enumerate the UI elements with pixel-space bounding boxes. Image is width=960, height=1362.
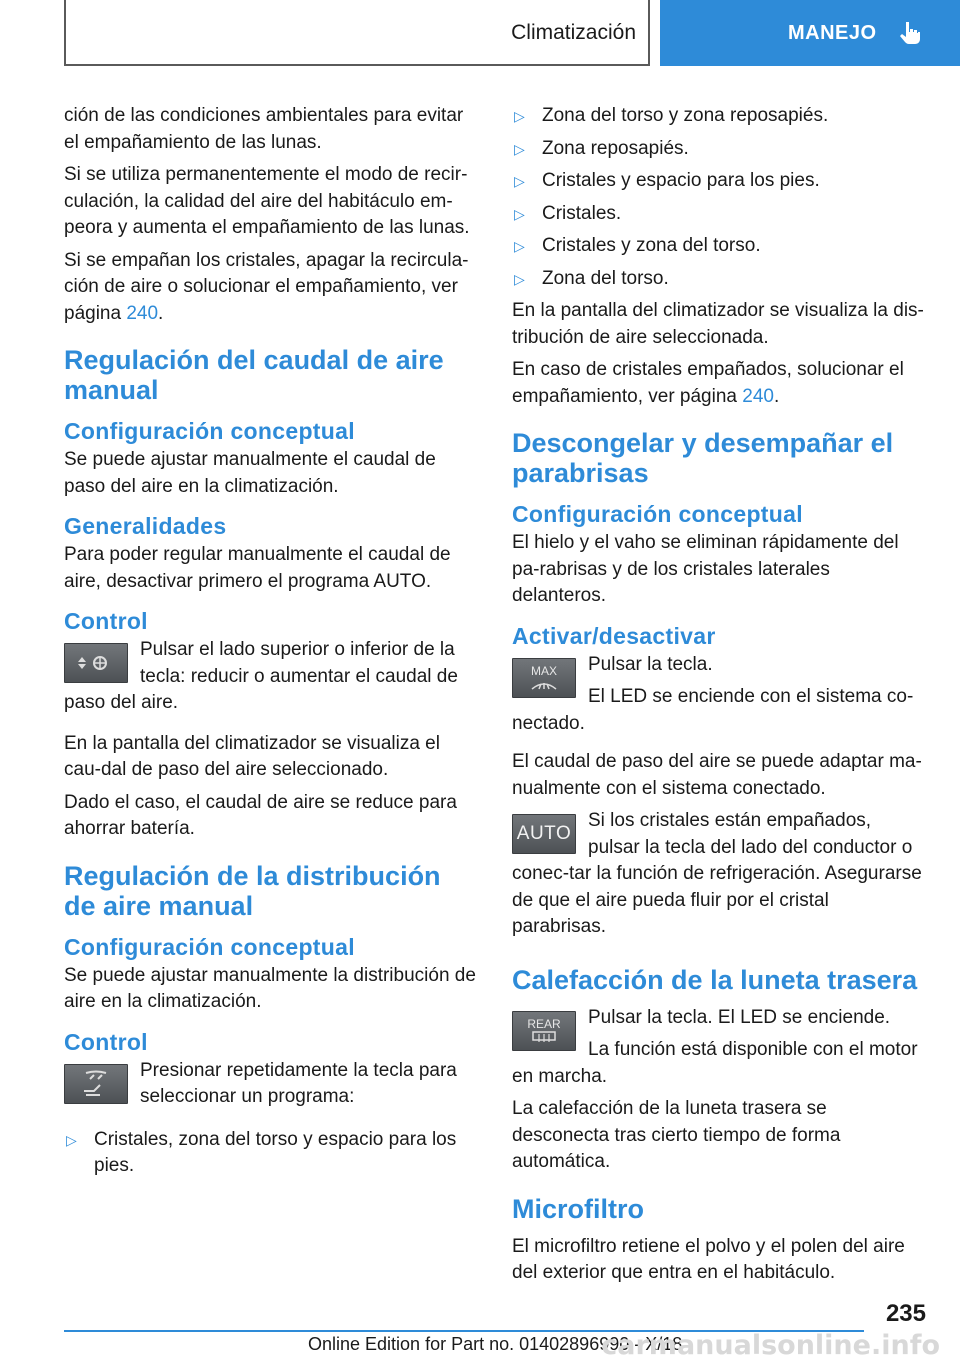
heading-descongelar: Descongelar y desempañar el parabrisas — [512, 428, 894, 488]
paragraph: ción de las condiciones ambientales para evitar el empañamiento de las lunas. — [64, 105, 464, 153]
subheading: Control — [64, 608, 148, 634]
heading-caudal: Regulación del caudal de aire manual — [64, 345, 444, 405]
paragraph: Pulsar la tecla. — [588, 653, 713, 675]
heading-microfiltro: Microfiltro — [512, 1193, 644, 1224]
paragraph: Pulsar el lado superior o inferior de la tecla: reducir o aumentar el caudal de paso del aire. — [64, 639, 458, 713]
key-block — [64, 1058, 479, 1111]
page-link[interactable]: 240 — [742, 385, 774, 407]
paragraph: Si los cristales están empañados, pulsar la tecla del lado del conductor o conec‐tar la función de refrigeración. Asegurarse de que el aire pueda fluir por el cristal parabrisas. — [512, 810, 922, 937]
triangle-bullet-icon: ▷ — [514, 140, 525, 157]
program-list — [512, 103, 927, 292]
triangle-bullet-icon: ▷ — [514, 238, 525, 254]
key-block — [512, 652, 927, 738]
paragraph: Pulsar la tecla. El LED se enciende. — [588, 1006, 891, 1028]
page-link[interactable]: 240 — [126, 302, 159, 324]
list-item: ▷ Zona del torso. — [512, 266, 927, 293]
hand-pointer-icon — [897, 20, 923, 46]
list-item: ▷ Cristales. — [512, 201, 927, 228]
subheading: Configuración conceptual — [64, 418, 355, 444]
paragraph: El hielo y el vaho se eliminan rápidamente del pa‐rabrisas y de los cristales laterales delanteros. — [512, 532, 899, 606]
paragraph: El caudal de paso del aire se puede adaptar ma‐nualmente con el sistema conectado. — [512, 751, 922, 799]
heading-calefaccion: Calefacción de la luneta trasera — [512, 964, 918, 995]
list-item: ▷ Cristales y zona del torso. — [512, 233, 927, 260]
chapter-label: MANEJO — [788, 21, 877, 44]
paragraph: El microfiltro retiene el polvo y el polen del aire del exterior que entra en el habitáculo. — [512, 1235, 905, 1283]
paragraph: En la pantalla del climatizador se visualiza la dis‐tribución de aire seleccionada. — [512, 300, 924, 348]
rear-defrost-key-icon: REAR — [512, 1011, 576, 1051]
paragraph: Si se empañan los cristales, apagar la recircula‐ción de aire o solucionar el empañamiento, ver página 240. — [64, 249, 469, 324]
paragraph: La calefacción de la luneta trasera se desconecta tras cierto tiempo de forma automática. — [512, 1098, 841, 1172]
list-item: ▷ Cristales, zona del torso y espacio para los pies. — [66, 1128, 457, 1176]
subheading: Control — [64, 1028, 148, 1055]
program-list — [64, 1127, 479, 1180]
triangle-bullet-icon: ▷ — [66, 1131, 77, 1148]
paragraph: Presionar repetidamente la tecla para seleccionar un programa: — [140, 1059, 457, 1107]
paragraph: Dado el caso, el caudal de aire se reduce para ahorrar batería. — [64, 791, 457, 839]
subheading: Generalidades — [64, 513, 227, 539]
list-item: ▷ Cristales y espacio para los pies. — [512, 168, 927, 195]
paragraph: El LED se enciende con el sistema co‐nectado. — [512, 686, 914, 734]
paragraph: Si se utiliza permanentemente el modo de recir‐culación, la calidad del aire del habitáculo em‐peora y aumenta el empañamiento de las lunas. — [64, 164, 470, 238]
watermark: carmanualsonline.info — [601, 1330, 940, 1361]
paragraph: En la pantalla del climatizador se visualiza el cau‐dal de paso del aire seleccionado. — [64, 732, 440, 780]
chapter-tab[interactable] — [660, 0, 960, 66]
auto-key: AUTO — [512, 814, 576, 854]
subheading: Activar/desactivar — [512, 622, 716, 649]
triangle-bullet-icon: ▷ — [514, 270, 525, 287]
page-number: 235 — [885, 1300, 926, 1327]
paragraph: La función está disponible con el motor en marcha. — [512, 1039, 918, 1087]
triangle-bullet-icon: ▷ — [514, 108, 525, 124]
key-block — [64, 637, 479, 717]
edition-note: Online Edition for Part no. 01402896990 - X/18 — [308, 1334, 683, 1354]
triangle-bullet-icon: ▷ — [514, 173, 525, 189]
paragraph: Se puede ajustar manualmente la distribución de aire en la climatización. — [64, 964, 476, 1012]
fan-speed-key-icon — [64, 643, 128, 683]
paragraph: Se puede ajustar manualmente el caudal de paso del aire en la climatización. — [64, 449, 436, 497]
air-distribution-key-icon — [64, 1064, 128, 1104]
heading-distribucion: Regulación de la distribución de aire manual — [64, 860, 441, 921]
right-column — [512, 103, 927, 1293]
list-item: ▷ Zona del torso y zona reposapiés. — [512, 103, 927, 130]
triangle-bullet-icon: ▷ — [514, 205, 525, 222]
section-title: Climatización — [511, 21, 636, 44]
list-item: ▷ Zona reposapiés. — [512, 136, 927, 163]
key-block — [512, 808, 927, 941]
max-defrost-key-icon: MAX — [512, 658, 576, 698]
subheading: Configuración conceptual — [512, 501, 803, 527]
left-column — [64, 103, 479, 1186]
key-block — [512, 1005, 927, 1091]
paragraph: Para poder regular manualmente el caudal de aire, desactivar primero el programa AUTO. — [64, 544, 451, 592]
paragraph: En caso de cristales empañados, solucionar el empañamiento, ver página 240. — [512, 359, 904, 407]
subheading: Configuración conceptual — [64, 933, 355, 960]
